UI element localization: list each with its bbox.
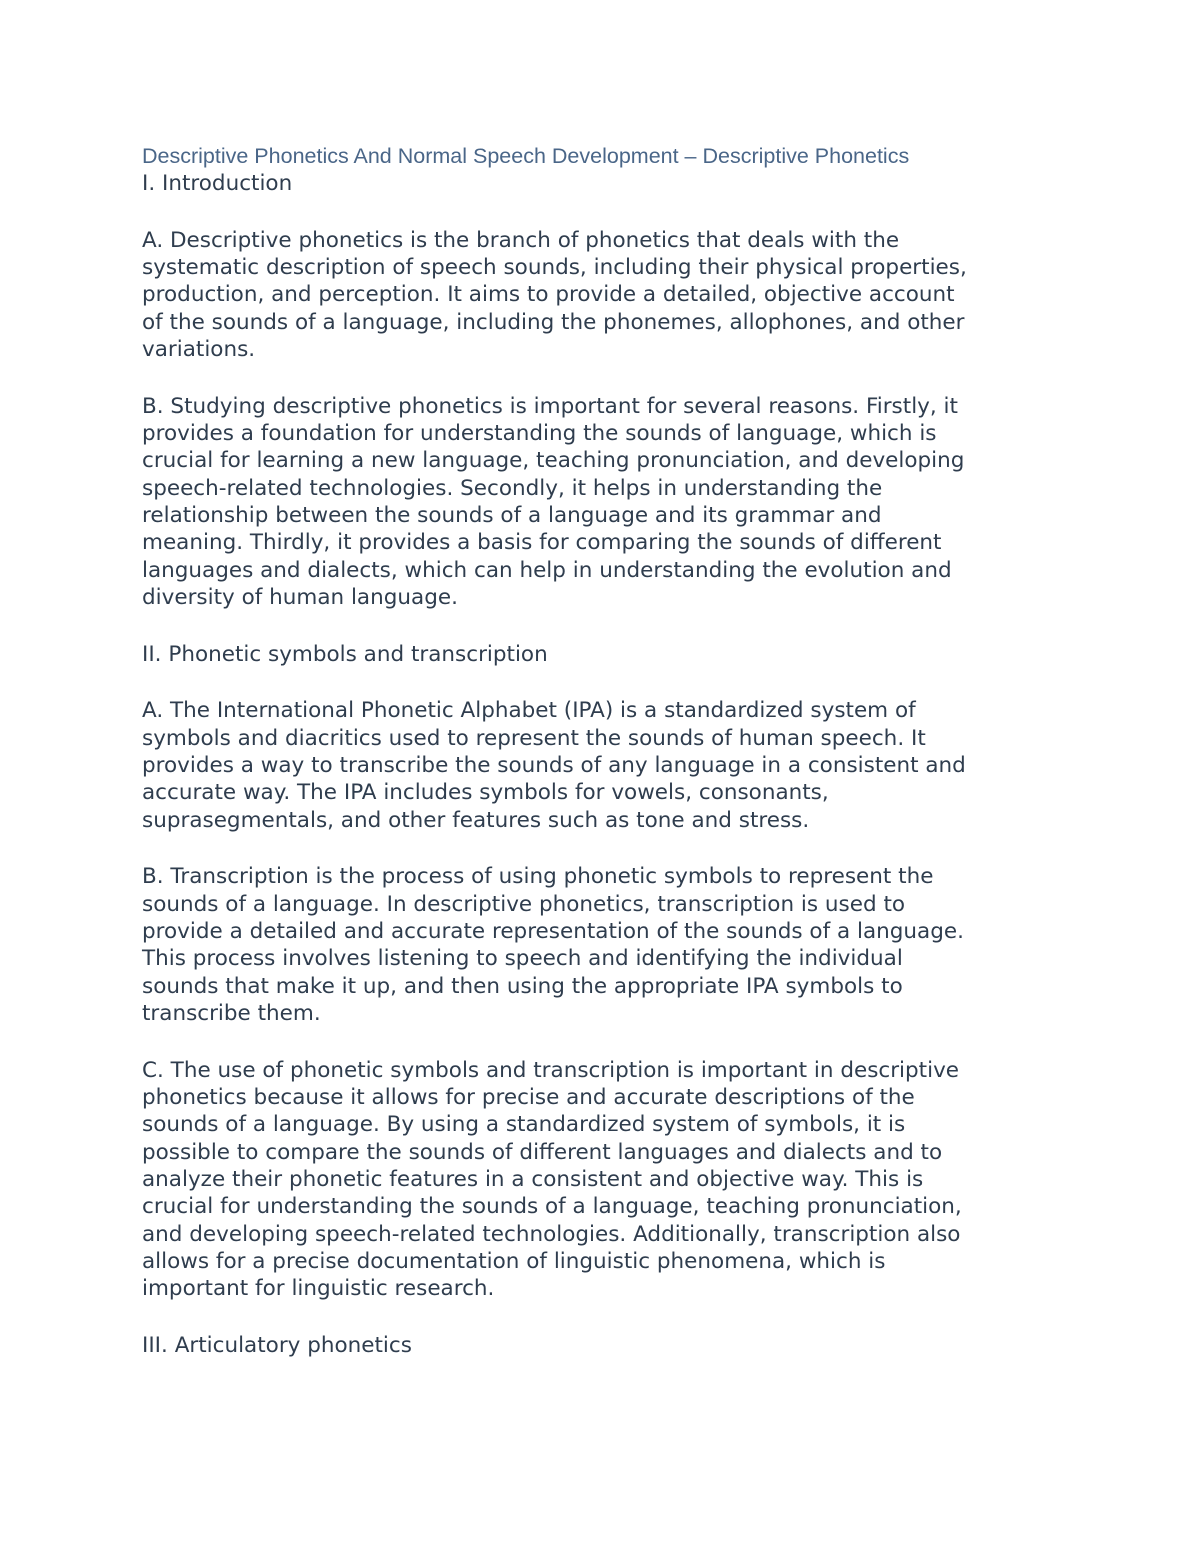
paragraph-spacer	[142, 668, 1072, 698]
paragraph-line: sounds of a language. By using a standardized system of symbols, it is	[142, 1112, 906, 1138]
paragraph-line: meaning. Thirdly, it provides a basis for comparing the sounds of different	[142, 530, 942, 556]
paragraph-intro-b	[142, 393, 1072, 611]
paragraph-spacer	[142, 1302, 1072, 1332]
paragraph-line: crucial for learning a new language, teaching pronunciation, and developing	[142, 448, 965, 474]
paragraph-spacer	[142, 363, 1072, 393]
paragraph-line: speech-related technologies. Secondly, it helps in understanding the	[142, 475, 883, 501]
paragraph-line: provides a foundation for understanding the sounds of language, which is	[142, 421, 937, 447]
paragraph-line: This process involves listening to speech and identifying the individual	[142, 946, 903, 972]
paragraph-line: possible to compare the sounds of different languages and dialects and to	[142, 1139, 943, 1165]
paragraph-line: diversity of human language.	[142, 584, 458, 610]
paragraph-line: A. The International Phonetic Alphabet (IPA) is a standardized system of	[142, 698, 916, 724]
paragraph-line: provides a way to transcribe the sounds of any language in a consistent and	[142, 753, 966, 779]
paragraph-symbols-c	[142, 1057, 1072, 1303]
paragraph-line: variations.	[142, 336, 256, 362]
paragraph-line: production, and perception. It aims to provide a detailed, objective account	[142, 282, 955, 308]
paragraph-spacer	[142, 834, 1072, 864]
document-body	[142, 142, 1072, 1359]
paragraph-spacer	[142, 611, 1072, 641]
paragraph-line: sounds that make it up, and then using the appropriate IPA symbols to	[142, 973, 903, 999]
paragraph-line: C. The use of phonetic symbols and transcription is important in descriptive	[142, 1057, 960, 1083]
paragraph-line: and developing speech-related technologies. Additionally, transcription also	[142, 1221, 961, 1247]
section-heading-introduction: I. Introduction	[142, 171, 293, 196]
paragraph-line: provide a detailed and accurate representation of the sounds of a language.	[142, 919, 964, 945]
paragraph-line: suprasegmentals, and other features such as tone and stress.	[142, 807, 810, 833]
paragraph-line: B. Studying descriptive phonetics is important for several reasons. Firstly, it	[142, 393, 958, 419]
paragraph-line: languages and dialects, which can help in understanding the evolution and	[142, 557, 952, 583]
paragraph-spacer	[142, 197, 1072, 227]
paragraph-symbols-b	[142, 863, 1072, 1027]
paragraph-intro-a	[142, 227, 1072, 363]
paragraph-line: A. Descriptive phonetics is the branch of phonetics that deals with the	[142, 227, 900, 253]
paragraph-line: B. Transcription is the process of using phonetic symbols to represent the	[142, 864, 934, 890]
paragraph-line: accurate way. The IPA includes symbols for vowels, consonants,	[142, 780, 829, 806]
paragraph-line: allows for a precise documentation of linguistic phenomena, which is	[142, 1248, 886, 1274]
section-heading-phonetic-symbols: II. Phonetic symbols and transcription	[142, 641, 548, 667]
paragraph-line: systematic description of speech sounds, including their physical properties,	[142, 255, 967, 281]
paragraph-symbols-a	[142, 697, 1072, 833]
paragraph-line: relationship between the sounds of a language and its grammar and	[142, 502, 882, 528]
section-heading-articulatory-phonetics: III. Articulatory phonetics	[142, 1332, 412, 1358]
paragraph-line: phonetics because it allows for precise and accurate descriptions of the	[142, 1085, 915, 1111]
paragraph-line: analyze their phonetic features in a consistent and objective way. This is	[142, 1166, 924, 1192]
paragraph-spacer	[142, 1027, 1072, 1057]
paragraph-line: sounds of a language. In descriptive phonetics, transcription is used to	[142, 891, 906, 917]
paragraph-line: crucial for understanding the sounds of a language, teaching pronunciation,	[142, 1194, 962, 1220]
paragraph-line: symbols and diacritics used to represent the sounds of human speech. It	[142, 725, 926, 751]
paragraph-line: important for linguistic research.	[142, 1276, 495, 1302]
paragraph-line: transcribe them.	[142, 1000, 321, 1026]
document-title: Descriptive Phonetics And Normal Speech Development – Descriptive Phonetics	[142, 144, 910, 168]
paragraph-line: of the sounds of a language, including the phonemes, allophones, and other	[142, 309, 965, 335]
